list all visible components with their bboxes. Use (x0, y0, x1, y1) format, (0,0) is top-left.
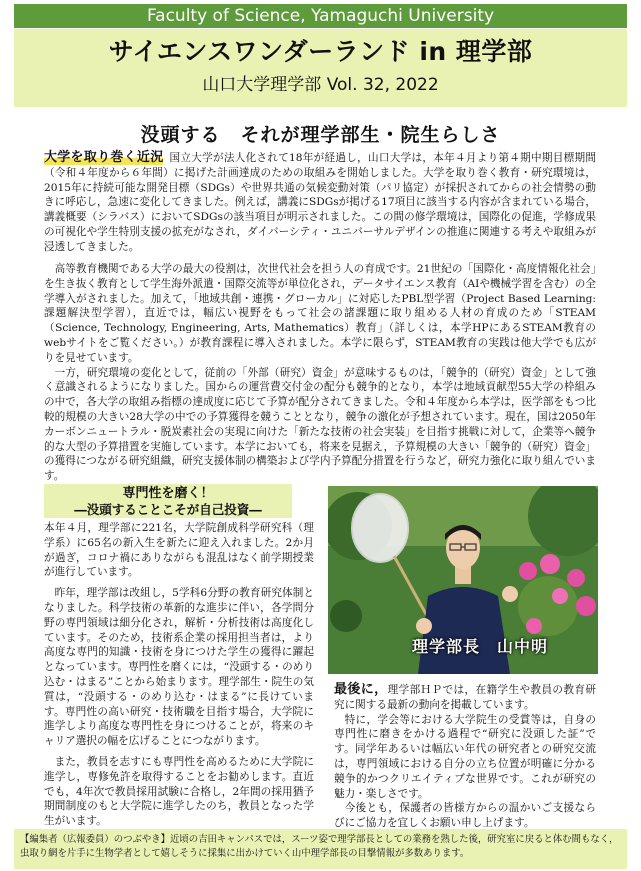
section-keyword: 大学を取り巻く近況 (44, 150, 164, 165)
closing-paragraph-3: 今後とも，保護者の皆様方からの温かいご支援ならびにご協力を宜しくお願い申し上げます。 (334, 802, 596, 830)
editor-note: 【編集者（広報委員）のつぶやき】近頃の吉田キャンパスでは，スーツ姿で理学部長としての業務を熟した後，研究室に戻ると体む間もなく，虫取り網を片手に生物学者として嬉しそうに採集に出かけていく山中理学部長の目撃情報が多数あります。 (14, 829, 627, 869)
left-column (44, 521, 314, 827)
article-paragraphs-2-3 (44, 262, 596, 488)
masthead-bar: Faculty of Science, Yamaguchi University (14, 4, 627, 28)
issue-subtitle: 山口大学理学部 Vol. 32, 2022 (202, 75, 439, 95)
dean-photo (328, 486, 598, 674)
section-subtitle: ―没頭することこそが自己投資― (74, 502, 262, 517)
closing-paragraph-2: 特に，学会等における大学院生の受賞等は，自身の専門性に磨きをかける過程で“研究に没頭した証”です。同学年あるいは幅広い年代の研究者との研究交流は，専門領域における自分の立ち位置が明確に分かる競争的かつクリエイティブな世界です。これが研究の魅力・楽しさです。 (334, 713, 596, 800)
article-paragraph-2: 高等教育機関である大学の最大の役割は，次世代社会を担う人の育成です。21世紀の「国際化・高度情報化社会」を生き抜く教育として学生海外派遣・国際交流等が単位化され，データサイエンス教育（AIや機械学習を含む）の全学導入がされました。加えて，「地域共創・連携・グローカル」に対応したPBL型学習（Project Based Learning: 課題解決型学習），直近では，幅広い視野をもって社会の諸課題に取り組める人材の育成のため「STEAM（Science, Technology, Engineering, Arts, Mathematics）教育」（詳しくは，本学HPにあるSTEAM教育のwebサイトをご覧ください。）が教育課程に導入されました。本学に限らず，STEAM教育の実践は他大学でも広がりを見せています。 (44, 263, 596, 364)
section-paragraph-1: 本年４月，理学部に221名，大学院創成科学研究科（理学系）に65名の新入生を新たに迎え入れました。2か月が過ぎ，コロナ禍にありながらも混乱はなく前学期授業が進行しています。 (44, 522, 314, 579)
section-paragraph-3: また，教員を志すにも専門性を高めるために大学院に進学し，専修免許を取得することをお勧めします。直近でも，4年次で教員採用試験に合格し，2年間の採用猶予期間制度のもと大学院に進学したのち，教員となった学生がいます。 (44, 755, 314, 828)
article-headline: 没頭する それが理学部生・院生らしさ (140, 124, 501, 146)
article-paragraph-3: 一方，研究環境の変化として，従前の「外部（研究）資金」が意味するものは，「競争的（研究）資金」として強く意識されるようになりました。国からの運営費交付金の配分も競争的となり，本学は地域貢献型55大学の枠組みの中で，各大学の取組み指標の達成度に応じて予算が配分されてきました。令和４年度から本学は，医学部をもつ比較的規模の大きい28大学の中での予算獲得を競うこととなり，競争の激化が予想されています。現在，国は2050年カーボンニュートラル・脱炭素社会の実現に向けた「新たな技術の社会実装」を目指す挑戦に対して，企業等へ競争的な大型の予算措置を実施しています。本学においても，将来を見据え，予算規模の大きい「競争的（研究）資金」の獲得につながる研究組織，研究支援体制の構築および学内予算配分措置を行うなど，研究力強化に取り組んでいます。 (44, 366, 596, 483)
photo-caption: 理学部長 山中明 (412, 637, 549, 656)
newsletter-title: サイエンスワンダーランド in 理学部 (108, 37, 533, 66)
section-title: 専門性を磨く！ (122, 486, 214, 501)
section-paragraph-2: 昨年，理学部は改組し，5学科6分野の教育研究体制となりました。科学技術の革新的な進歩に伴い，各学問分野の専門領域は細分化され，解析・分析技術は高度化しています。そのため，技術系企業の採用担当者は，より高度な専門的知識・技術を身につけた学生の獲得に躍起となっています。専門性を磨くには，“没頭する・のめり込む・はまる”ことから始まります。理学部生・院生の気質は，“没頭する・のめり込む・はまる”に長けています。専門性の高い研究・技術職を目指す場合，大学院に進学しより高度な専門性を身につけることが，将来のキャリア選択の幅を広げることにつながります。 (44, 587, 314, 748)
right-column (334, 683, 596, 828)
article-paragraph-1 (44, 151, 596, 259)
closing-lead: 最後に， (334, 682, 388, 697)
section-heading-box (44, 484, 292, 518)
paragraph-text: 国立大学が法人化されて18年が経過し，山口大学は，本年４月より第４期中期目標期間（令和４年度から６年間）に掲げた計画達成のための取組みを開始しました。大学を取り巻く教育・研究環境は，2015年に持続可能な開発目標（SDGs）や世界共通の気候変動対策（パリ協定）が採択されてからの社会情勢の動きに呼応し，急速に変化してきました。例えば，講義にSDGsが掲げる17項目に該当する内容が含まれている場合，講義概要（シラバス）においてSDGsの該当項目が明示されました。この間の修学環境は，国際化の促進，学修成果の可視化や学生特別支援の拡充がなされ，ダイバーシティ・ユニバーサルデザインの推進に関連する考えや取組みが浸透してきました。 (44, 152, 596, 253)
title-banner (14, 29, 627, 107)
closing-paragraph-1: 理学部ＨＰでは，在籍学生や教員の教育研究に関する最新の動向を掲載しています。 (334, 684, 596, 711)
